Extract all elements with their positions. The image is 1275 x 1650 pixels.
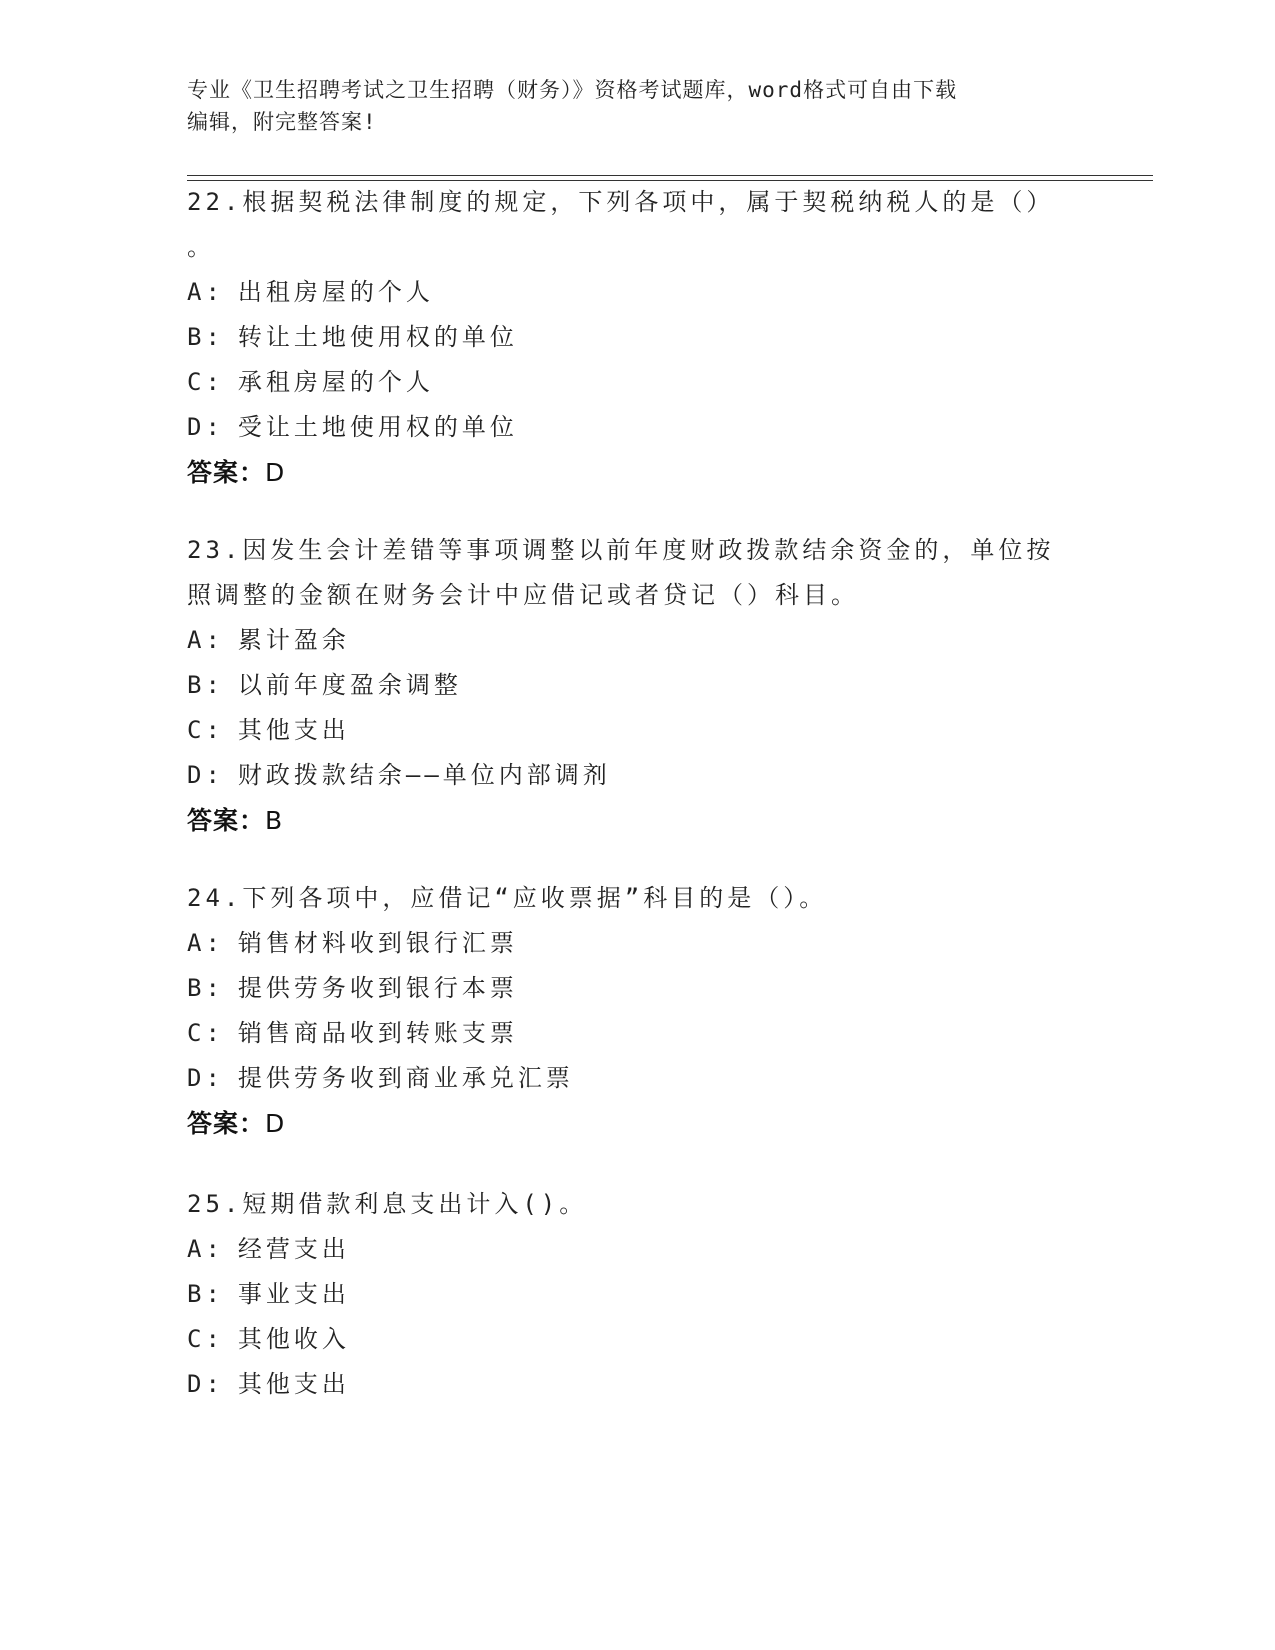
option-c: [187, 1011, 1087, 1056]
option-key: C:: [187, 716, 224, 744]
option-a: [187, 921, 1087, 966]
option-key: D:: [187, 413, 224, 441]
option-text: 其他支出: [237, 716, 350, 744]
option-key: B:: [187, 1280, 224, 1308]
answer-label: 答案：: [187, 1109, 266, 1138]
question-23: [187, 528, 1087, 843]
option-text: 受让土地使用权的单位: [237, 413, 518, 441]
option-key: B:: [187, 323, 224, 351]
question-22: [187, 180, 1087, 495]
question-24: [187, 876, 1087, 1146]
option-d: [187, 1362, 1087, 1407]
option-d: [187, 405, 1087, 450]
answer-line: [187, 798, 1087, 843]
question-25: [187, 1182, 1087, 1407]
answer-value: D: [265, 458, 286, 487]
option-c: [187, 708, 1087, 753]
option-b: [187, 1272, 1087, 1317]
option-key: B:: [187, 671, 224, 699]
option-text: 转让土地使用权的单位: [237, 323, 518, 351]
question-stem-line: 23.因发生会计差错等事项调整以前年度财政拨款结余资金的，单位按: [187, 536, 1055, 564]
option-key: C:: [187, 1019, 224, 1047]
option-c: [187, 360, 1087, 405]
option-b: [187, 663, 1087, 708]
header-line-1: 专业《卫生招聘考试之卫生招聘（财务）》资格考试题库，word格式可自由下载: [187, 78, 958, 102]
option-key: C:: [187, 1325, 224, 1353]
option-text: 其他支出: [237, 1370, 350, 1398]
option-key: D:: [187, 761, 224, 789]
option-key: A:: [187, 626, 224, 654]
answer-label: 答案：: [187, 806, 266, 835]
option-key: A:: [187, 929, 224, 957]
option-d: [187, 753, 1087, 798]
option-text: 以前年度盈余调整: [237, 671, 462, 699]
option-text: 经营支出: [237, 1235, 350, 1263]
option-text: 其他收入: [237, 1325, 350, 1353]
header-line-2: 编辑，附完整答案!: [187, 110, 377, 134]
option-key: A:: [187, 1235, 224, 1263]
option-a: [187, 270, 1087, 315]
option-text: 事业支出: [237, 1280, 350, 1308]
option-text: 累计盈余: [237, 626, 350, 654]
option-key: B:: [187, 974, 224, 1002]
option-text: 提供劳务收到商业承兑汇票: [237, 1064, 574, 1092]
answer-label: 答案：: [187, 458, 266, 487]
question-stem-line: 照调整的金额在财务会计中应借记或者贷记（）科目。: [187, 581, 859, 609]
header-divider-top: [187, 175, 1153, 176]
option-text: 承租房屋的个人: [237, 368, 434, 396]
option-key: C:: [187, 368, 224, 396]
option-text: 销售商品收到转账支票: [237, 1019, 518, 1047]
question-stem-line: 24.下列各项中，应借记“应收票据”科目的是（）。: [187, 884, 828, 912]
option-text: 提供劳务收到银行本票: [237, 974, 518, 1002]
option-c: [187, 1317, 1087, 1362]
document-header: [187, 74, 1087, 138]
option-b: [187, 966, 1087, 1011]
option-text: 销售材料收到银行汇票: [237, 929, 518, 957]
option-key: D:: [187, 1370, 224, 1398]
option-a: [187, 618, 1087, 663]
answer-value: B: [265, 806, 284, 835]
option-a: [187, 1227, 1087, 1272]
question-stem-line: 25.短期借款利息支出计入()。: [187, 1190, 588, 1218]
option-text: 财政拨款结余——单位内部调剂: [237, 761, 611, 789]
option-b: [187, 315, 1087, 360]
question-stem-line: 。: [187, 233, 215, 261]
option-key: D:: [187, 1064, 224, 1092]
option-text: 出租房屋的个人: [237, 278, 434, 306]
option-d: [187, 1056, 1087, 1101]
answer-value: D: [265, 1109, 286, 1138]
answer-line: [187, 450, 1087, 495]
answer-line: [187, 1101, 1087, 1146]
question-stem-line: 22.根据契税法律制度的规定，下列各项中，属于契税纳税人的是（）: [187, 188, 1055, 216]
option-key: A:: [187, 278, 224, 306]
